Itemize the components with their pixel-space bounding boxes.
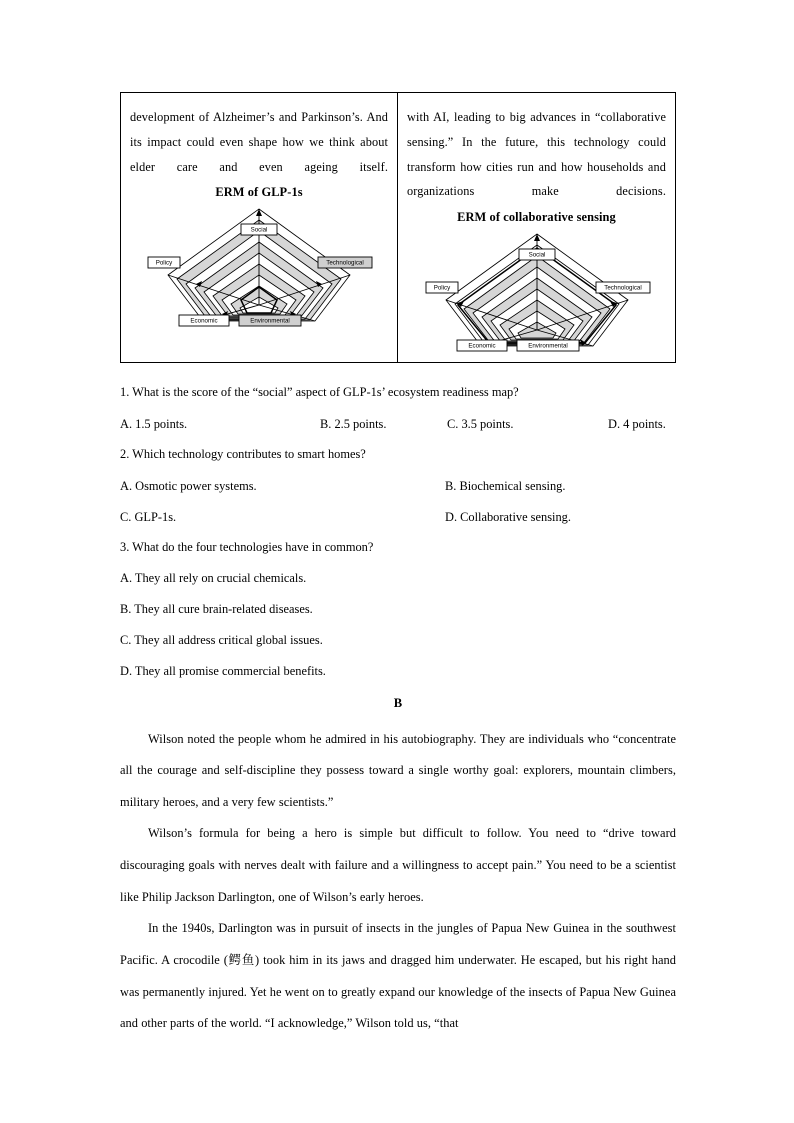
passage-table xyxy=(120,92,676,363)
svg-text:Environmental: Environmental xyxy=(250,318,290,326)
question-3-option-b[interactable]: B. They all cure brain-related diseases. xyxy=(120,602,313,616)
svg-text:Policy: Policy xyxy=(433,284,450,292)
svg-text:Economic: Economic xyxy=(190,318,218,326)
section-b-paragraph-1: Wilson noted the people whom he admired in his autobiography. They are individuals who “concentrate all the courage and self-discipline they possess toward a single worthy goal: explorers, mountain climbers, military heroes, and a very few scientists.” xyxy=(120,731,676,809)
section-b-paragraph-3: In the 1940s, Darlington was in pursuit of insects in the jungles of Papua New Guinea in the southwest Pacific. A crocodile (鳄鱼) took him in its jaws and dragged him underwater. He escaped, but his right hand was permanently injured. Yet he went on to greatly expand our knowledge of the insects of Papua New Guinea and other parts of the world. “I acknowledge,” Wilson told us, “that xyxy=(120,921,676,1031)
question-2-option-d[interactable]: D. Collaborative sensing. xyxy=(445,510,571,524)
left-passage-text: development of Alzheimer’s and Parkinson’s. And its impact could even shape how we think about elder care and even ageing itself. xyxy=(130,110,388,174)
chart-collaborative-sensing xyxy=(407,210,666,354)
svg-text:Social: Social xyxy=(250,227,268,235)
section-b xyxy=(120,697,676,1040)
question-1-option-c[interactable]: C. 3.5 points. xyxy=(447,417,514,431)
svg-text:Economic: Economic xyxy=(467,342,496,350)
question-1-option-a[interactable]: A. 1.5 points. xyxy=(120,417,188,431)
question-2-options-row-1 xyxy=(120,479,676,510)
question-1-option-d[interactable]: D. 4 points. xyxy=(608,417,666,431)
question-2-options-row-2 xyxy=(120,510,676,541)
question-3-option-d[interactable]: D. They all promise commercial benefits. xyxy=(120,664,326,678)
question-1-options xyxy=(120,417,676,448)
question-2-option-a[interactable]: A. Osmotic power systems. xyxy=(120,479,257,493)
svg-text:Technological: Technological xyxy=(326,260,364,268)
chart-collaborative-sensing-title: ERM of collaborative sensing xyxy=(457,210,616,225)
svg-text:Social: Social xyxy=(528,251,545,259)
question-1-option-b[interactable]: B. 2.5 points. xyxy=(320,417,387,431)
radar-svg-collaborative-sensing xyxy=(422,226,652,354)
chart-glp1s xyxy=(130,185,388,329)
chart-glp1s-title: ERM of GLP-1s xyxy=(215,185,303,200)
question-3-stem: 3. What do the four technologies have in common? xyxy=(120,540,374,554)
right-passage-text: with AI, leading to big advances in “collaborative sensing.” In the future, this technology could transform how cities run and how households and organizations make decisions. xyxy=(407,110,666,199)
question-3-option-c[interactable]: C. They all address critical global issues. xyxy=(120,633,323,647)
table-cell-right xyxy=(398,93,675,362)
svg-text:Environmental: Environmental xyxy=(527,342,568,350)
section-b-paragraph-2: Wilson’s formula for being a hero is simple but difficult to follow. You need to “drive toward discouraging goals with nerves dealt with failure and a willingness to accept pain.” You need to be a scientist like Philip Jackson Darlington, one of Wilson’s early heroes. xyxy=(120,826,676,904)
question-2-stem: 2. Which technology contributes to smart homes? xyxy=(120,447,366,461)
chart-glp1s-canvas xyxy=(130,201,388,329)
question-3-option-a[interactable]: A. They all rely on crucial chemicals. xyxy=(120,571,307,585)
table-cell-left xyxy=(121,93,398,362)
section-b-label: B xyxy=(393,696,403,710)
question-1-stem: 1. What is the score of the “social” aspect of GLP-1s’ ecosystem readiness map? xyxy=(120,385,519,399)
chart-collaborative-sensing-canvas xyxy=(407,226,666,354)
radar-svg-glp1s xyxy=(144,201,374,329)
question-2-option-c[interactable]: C. GLP-1s. xyxy=(120,510,177,524)
svg-text:Technological: Technological xyxy=(603,284,642,292)
questions-section xyxy=(120,386,676,696)
svg-text:Policy: Policy xyxy=(155,260,173,268)
question-2-option-b[interactable]: B. Biochemical sensing. xyxy=(445,479,566,493)
